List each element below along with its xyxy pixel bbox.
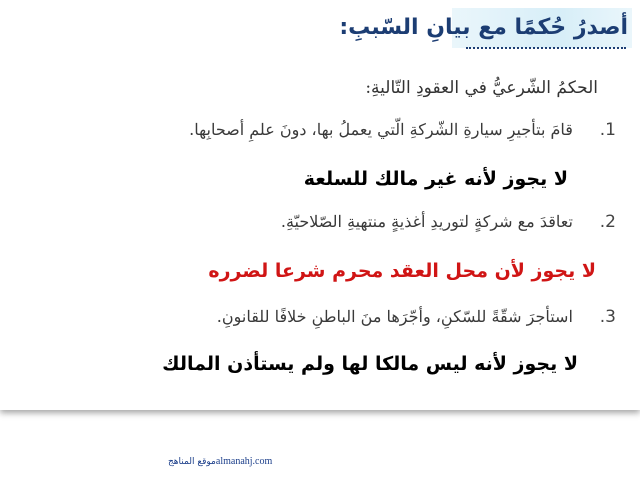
- answer-2: لا يجوز لأن محل العقد محرم شرعا لضرره: [208, 260, 596, 282]
- answer-1: لا يجوز لأنه غير مالك للسلعة: [303, 168, 568, 190]
- answer-3: لا يجوز لأنه ليس مالكا لها ولم يستأذن المالك: [162, 353, 578, 375]
- question-text: استأجرَ شقّةً للسّكنِ، وأجّرَها منَ الباطنِ خلافًا للقانونِ.: [216, 307, 573, 326]
- footer-site[interactable]: almanahj.com: [215, 456, 273, 467]
- question-number: 1.: [599, 120, 616, 140]
- title-underline: [466, 47, 626, 51]
- intro-text: الحكمُ الشّرعيُّ في العقودِ التّاليةِ:: [365, 78, 598, 98]
- question-3: [156, 305, 616, 329]
- question-number: 3.: [599, 307, 616, 327]
- question-2: [156, 210, 616, 234]
- question-1: [156, 118, 616, 142]
- footer-watermark[interactable]: [168, 456, 272, 467]
- question-text: تعاقدَ مع شركةٍ لتوريدِ أغذيةٍ منتهيةِ الصّلاحيّةِ.: [280, 212, 573, 231]
- question-text: قامَ بتأجيرِ سيارةِ الشّركةِ الّتي يعملُ بها، دونَ علمِ أصحابِها.: [189, 120, 573, 139]
- page-title: أصدرُ حُكمًا مع بيانِ السّببِ:: [339, 15, 628, 40]
- question-number: 2.: [599, 212, 616, 232]
- footer-arabic: موقع المناهج: [168, 457, 216, 467]
